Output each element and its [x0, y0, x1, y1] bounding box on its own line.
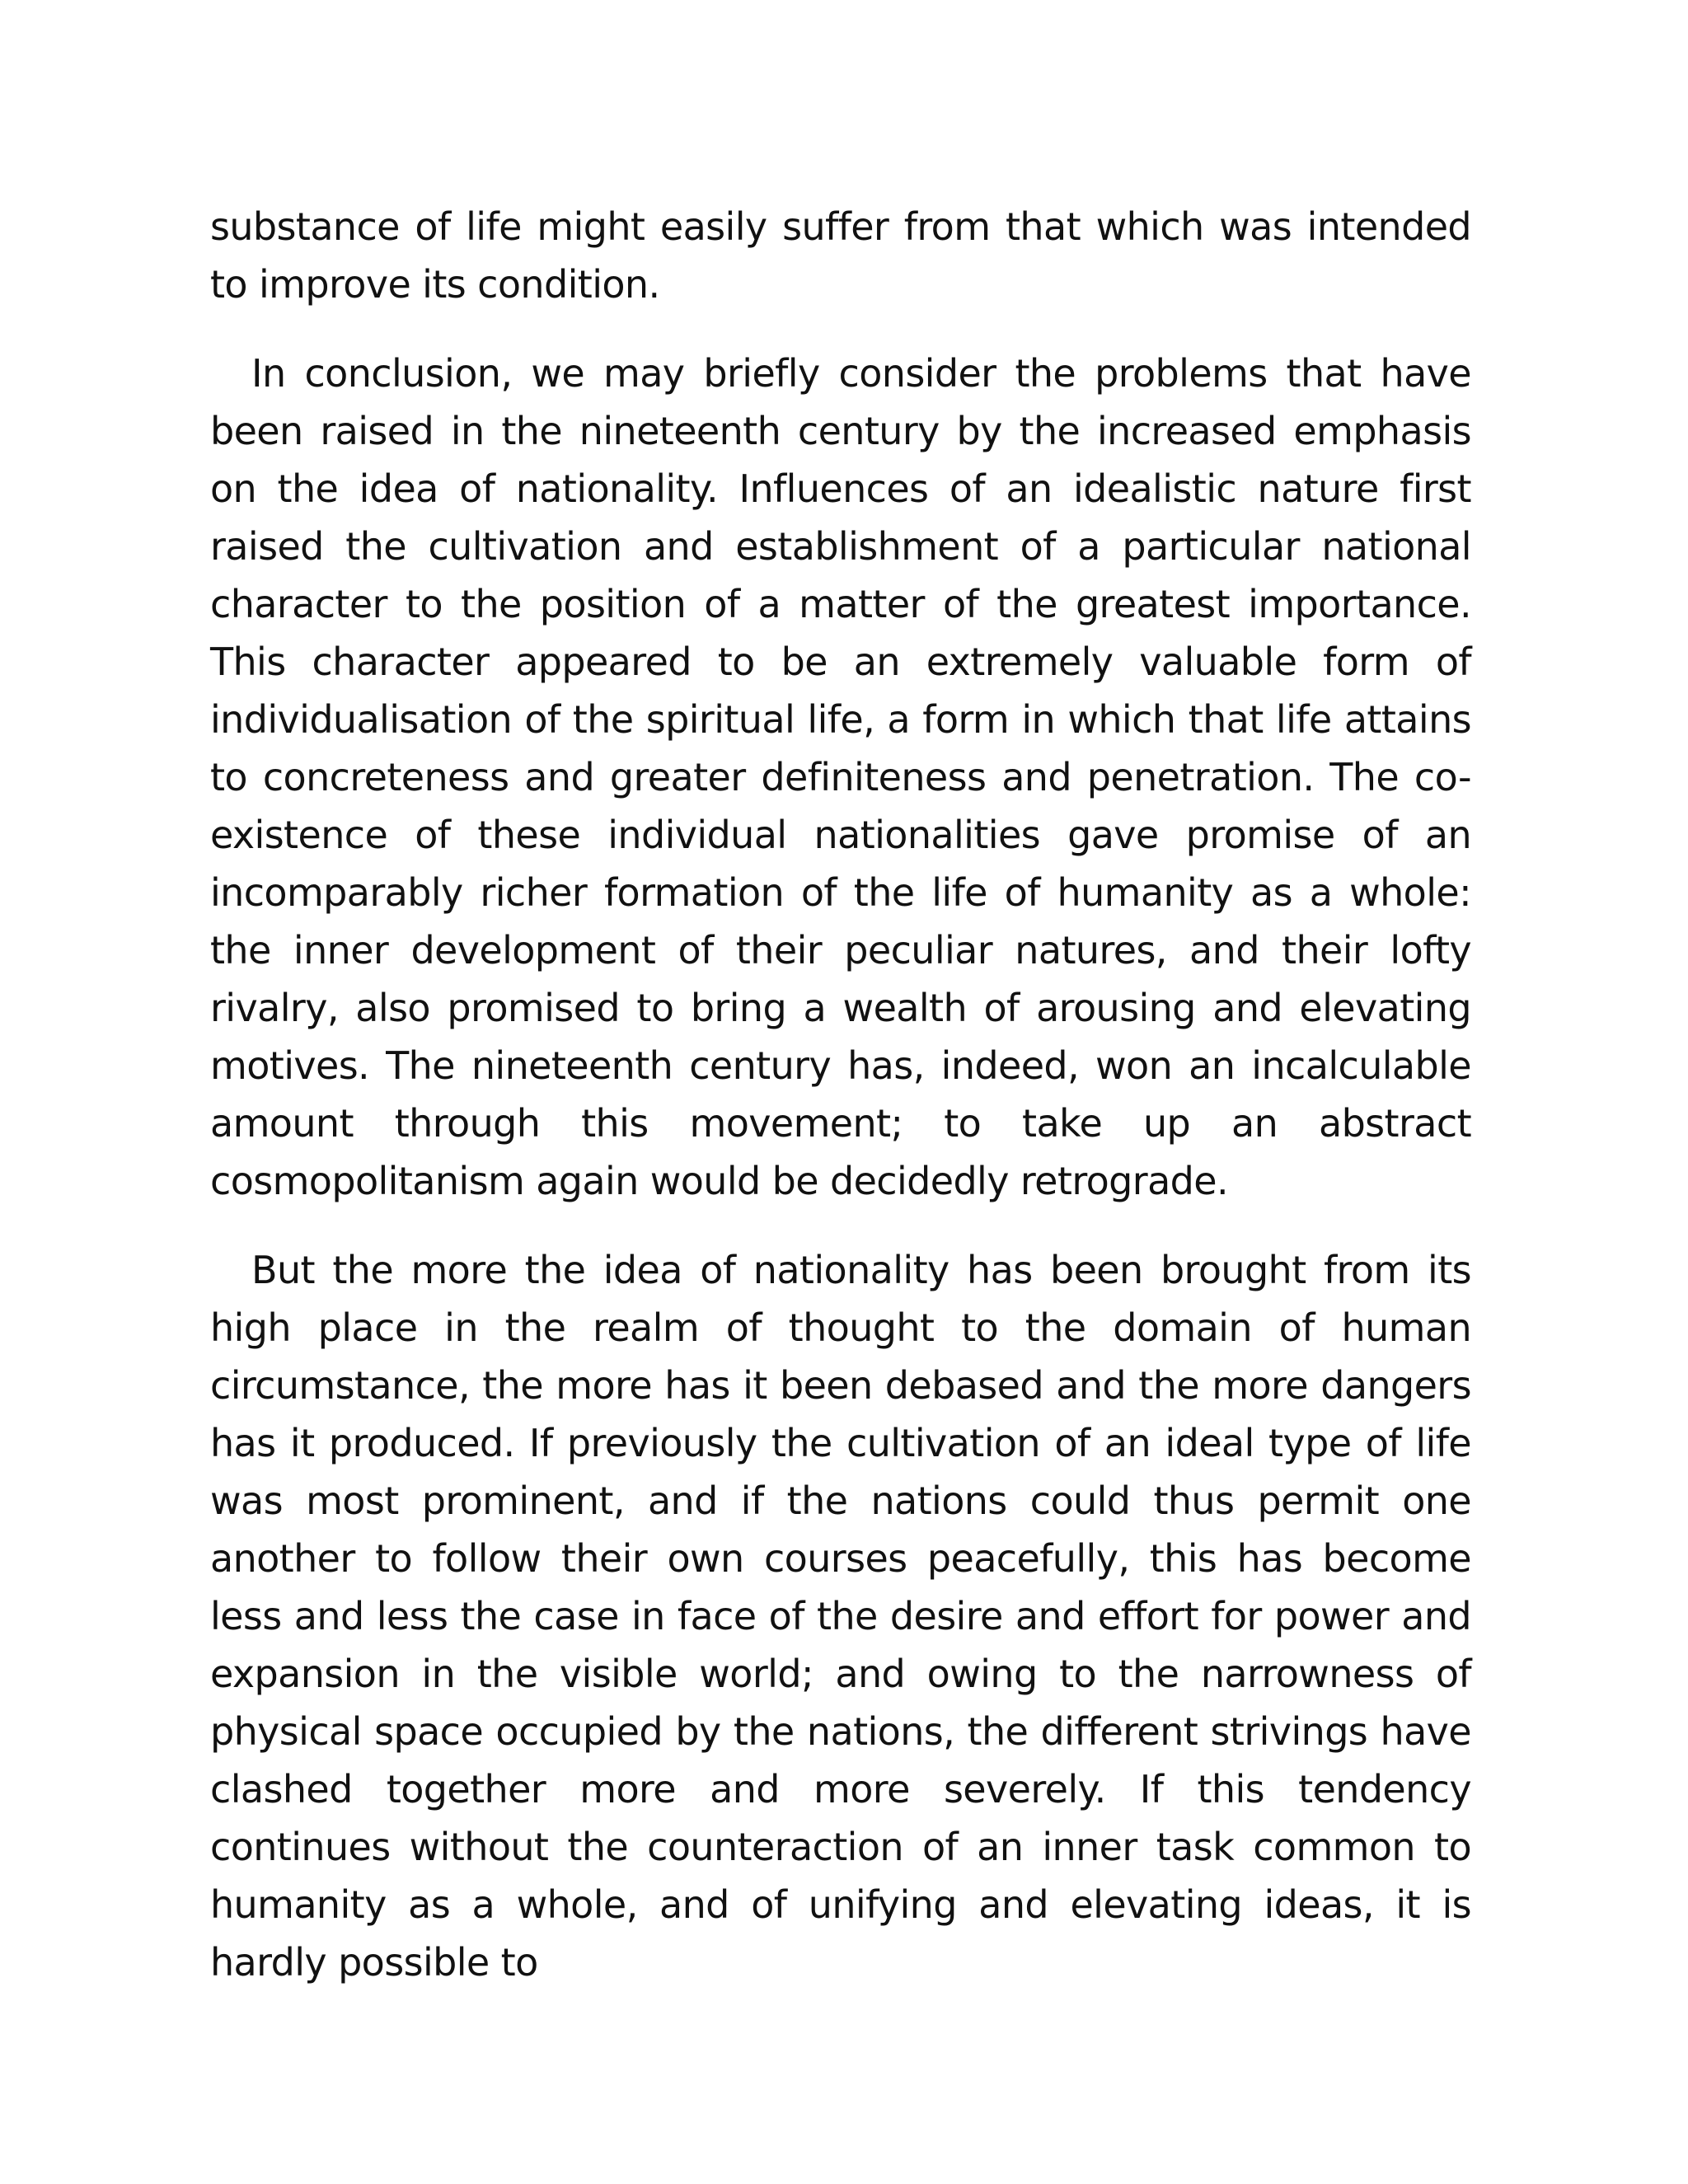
paragraph-nationality-intro: In conclusion, we may briefly consider the problems that have been raised in the nineteenth century by the increased emphasis on the idea of nationality. Influences of an idealistic nature first raised the cultivation and establishment of a particular national character to the position of a matter of the greatest importance. This character appeared to be an extremely valuable form of individualisation of the spiritual life, a form in which that life attains to concreteness and greater definiteness and penetration. The co-existence of these individual nationalities gave promise of an incomparably richer formation of the life of humanity as a whole: the inner development of their peculiar natures, and their lofty rivalry, also promised to bring a wealth of arousing and elevating motives. The nineteenth century has, indeed, won an incalculable amount through this movement; to take up an abstract cosmopolitanism again would be decidedly retrograde. [210, 351, 1471, 1203]
paragraph-continuation: substance of life might easily suffer from that which was intended to improve its condition. [210, 204, 1471, 307]
document-page [210, 198, 1471, 1991]
paragraph-nationality-dangers: But the more the idea of nationality has been brought from its high place in the realm of thought to the domain of human circumstance, the more has it been debased and the more dangers has it produced. If previously the cultivation of an ideal type of life was most prominent, and if the nations could thus permit one another to follow their own courses peacefully, this has become less and less the case in face of the desire and effort for power and expansion in the visible world; and owing to the narrowness of physical space occupied by the nations, the different strivings have clashed together more and more severely. If this tendency continues without the counteraction of an inner task common to humanity as a whole, and of unifying and elevating ideas, it is hardly possible to [210, 1248, 1471, 1985]
